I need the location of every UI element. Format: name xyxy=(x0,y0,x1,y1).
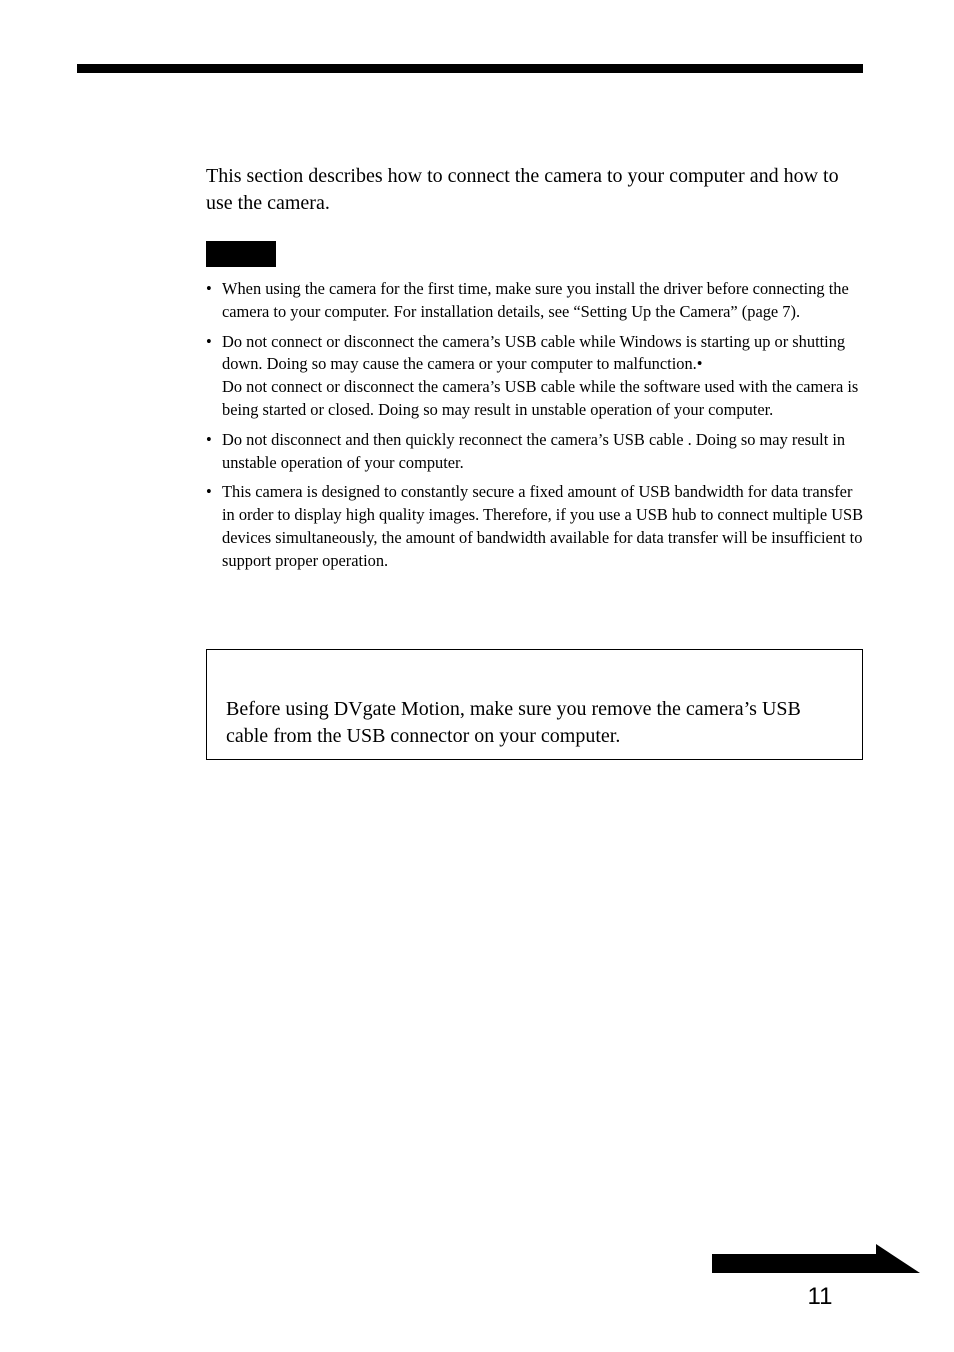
note-text: When using the camera for the first time, make sure you install the driver before connecting the camera to your computer. For installation details, see “Setting Up the Camera” (page 7). xyxy=(222,279,849,321)
note-text-continued: Do not connect or disconnect the camera’s USB cable while the software used with the camera is being started or closed. Doing so may result in unstable operation of your computer. xyxy=(222,377,859,419)
notice-box xyxy=(206,649,863,760)
intro-paragraph: This section describes how to connect the camera to your computer and how to use the camera. xyxy=(206,165,839,214)
notice-text: Before using DVgate Motion, make sure you remove the camera’s USB cable from the USB connector on your computer. xyxy=(226,698,801,747)
bullet-icon: • xyxy=(206,429,212,449)
list-item xyxy=(206,278,864,324)
bullet-icon: • xyxy=(206,482,212,502)
bullet-icon: • xyxy=(206,331,212,351)
note-text: Do not disconnect and then quickly reconnect the camera’s USB cable . Doing so may result in unstable operation of your computer. xyxy=(222,429,846,472)
list-item xyxy=(206,331,864,422)
bullet-icon: • xyxy=(206,279,212,298)
list-item xyxy=(206,481,864,572)
list-item xyxy=(206,429,864,475)
note-text: This camera is designed to constantly secure a fixed amount of USB bandwidth for data transfer in order to display high quality images. Therefore, if you use a USB hub to connect multiple USB devices simultaneously, the amount of bandwidth available for data transfer will be insufficient to support proper operation. xyxy=(222,482,864,570)
continue-arrow-icon xyxy=(712,1244,920,1274)
notes-heading-badge xyxy=(206,241,276,267)
notes-list xyxy=(206,278,864,580)
note-text: Do not connect or disconnect the camera’s USB cable while Windows is starting up or shutting down. Doing so may cause the camera or your computer to malfunction.• xyxy=(222,331,846,374)
page-number: 11 xyxy=(807,1283,833,1310)
header-rule xyxy=(77,64,863,73)
